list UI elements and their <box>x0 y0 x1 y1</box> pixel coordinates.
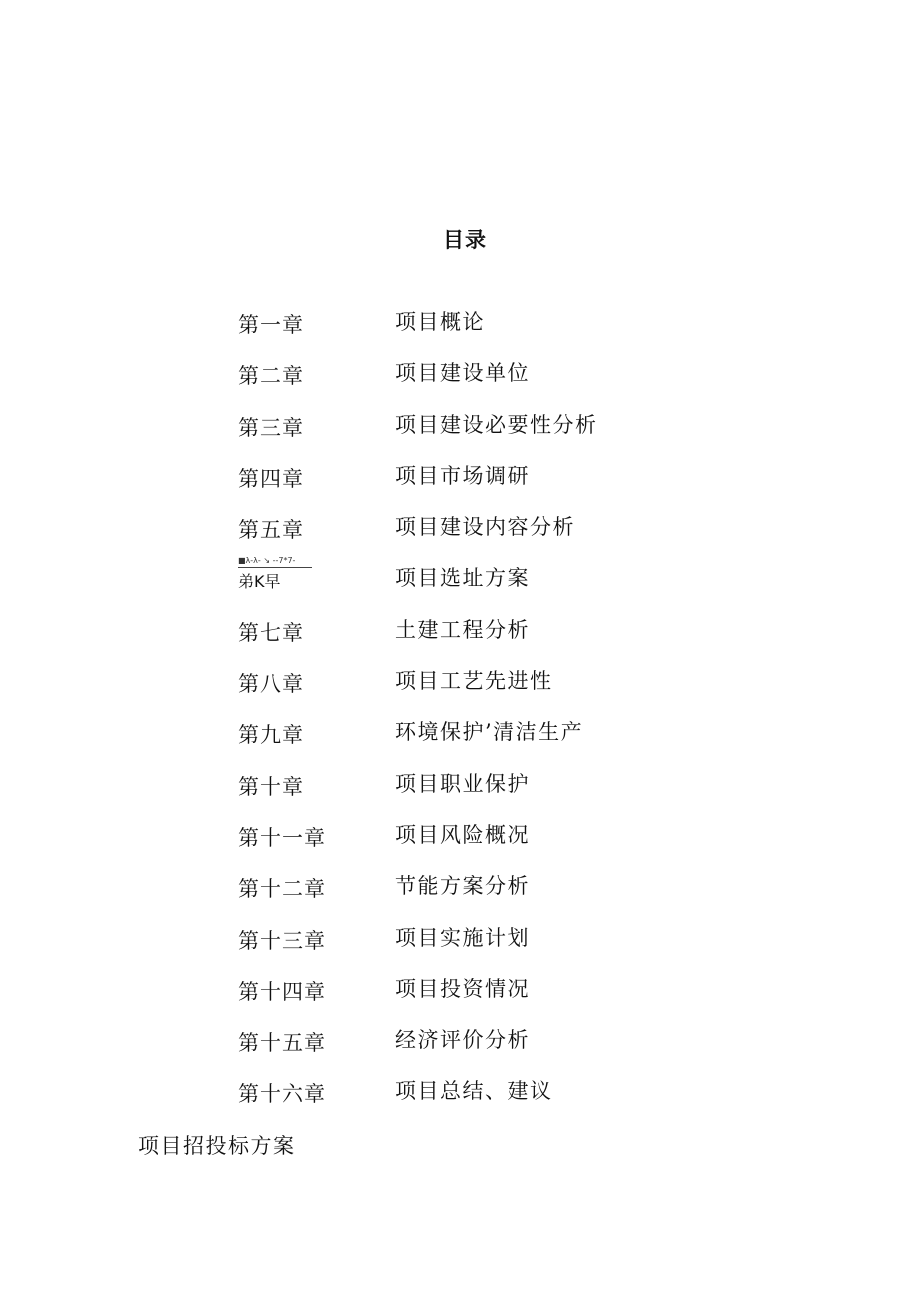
garbled-chapter-text: 弟K早 <box>238 572 281 592</box>
chapter-label: 第九章 <box>238 723 304 748</box>
chapter-title: 项目选址方案 <box>395 566 530 591</box>
chapter-title: 项目建设内容分析 <box>395 515 575 540</box>
chapter-label: 第二章 <box>238 364 304 389</box>
garbled-ocr-text: ■λ-λ- ↘ --7*7- <box>238 555 312 568</box>
chapter-label: 第七章 <box>238 620 304 645</box>
toc-entry-12 <box>0 870 920 921</box>
toc-entry-5 <box>0 511 920 562</box>
chapter-label: 第十六章 <box>238 1082 326 1107</box>
toc-entry-2 <box>0 357 920 408</box>
chapter-label: 第八章 <box>238 672 304 697</box>
chapter-title: 环境保护’清洁生产 <box>395 720 584 745</box>
chapter-label: 第十三章 <box>238 928 326 953</box>
chapter-title: 项目建设单位 <box>395 361 530 386</box>
toc-entry-13 <box>0 922 920 973</box>
chapter-title: 节能方案分析 <box>395 874 530 899</box>
toc-entry-11 <box>0 819 920 870</box>
chapter-label: 第四章 <box>238 466 304 491</box>
chapter-title: 项目职业保护 <box>395 771 530 796</box>
toc-entry-7 <box>0 614 920 665</box>
toc-entry-14 <box>0 973 920 1024</box>
chapter-title: 项目建设必要性分析 <box>395 412 598 437</box>
toc-entry-15 <box>0 1024 920 1075</box>
chapter-label: 第十五章 <box>238 1031 326 1056</box>
chapter-title: 项目市场调研 <box>395 463 530 488</box>
toc-entry-10 <box>0 768 920 819</box>
chapter-title: 项目概论 <box>395 310 485 334</box>
chapter-label: 第十章 <box>238 774 304 799</box>
chapter-title: 项目投资情况 <box>395 976 530 1001</box>
toc-entry-3 <box>0 409 920 460</box>
chapter-label: 第三章 <box>238 415 304 440</box>
chapter-title: 项目风险概况 <box>395 822 530 847</box>
chapter-label-garbled <box>238 555 328 595</box>
chapter-label: 第一章 <box>238 313 304 337</box>
chapter-title: 项目工艺先进性 <box>395 669 553 694</box>
toc-entry-6 <box>0 556 920 613</box>
chapter-title: 项目总结、建议 <box>395 1079 553 1104</box>
toc-entry-9 <box>0 716 920 767</box>
chapter-label: 第十一章 <box>238 825 326 850</box>
chapter-title: 土建工程分析 <box>395 617 530 642</box>
toc-entry-1 <box>0 306 920 357</box>
page-title: 目录 <box>443 228 487 252</box>
toc-entry-4 <box>0 460 920 511</box>
toc-entry-16 <box>0 1075 920 1126</box>
chapter-title: 经济评价分析 <box>395 1028 530 1053</box>
chapter-label: 第五章 <box>238 518 304 543</box>
table-of-contents <box>0 306 920 1127</box>
chapter-title: 项目实施计划 <box>395 925 530 950</box>
chapter-label: 第十四章 <box>238 979 326 1004</box>
chapter-label: 第十二章 <box>238 877 326 902</box>
toc-entry-8 <box>0 665 920 716</box>
trailing-section-text: 项目招投标方案 <box>138 1134 296 1158</box>
